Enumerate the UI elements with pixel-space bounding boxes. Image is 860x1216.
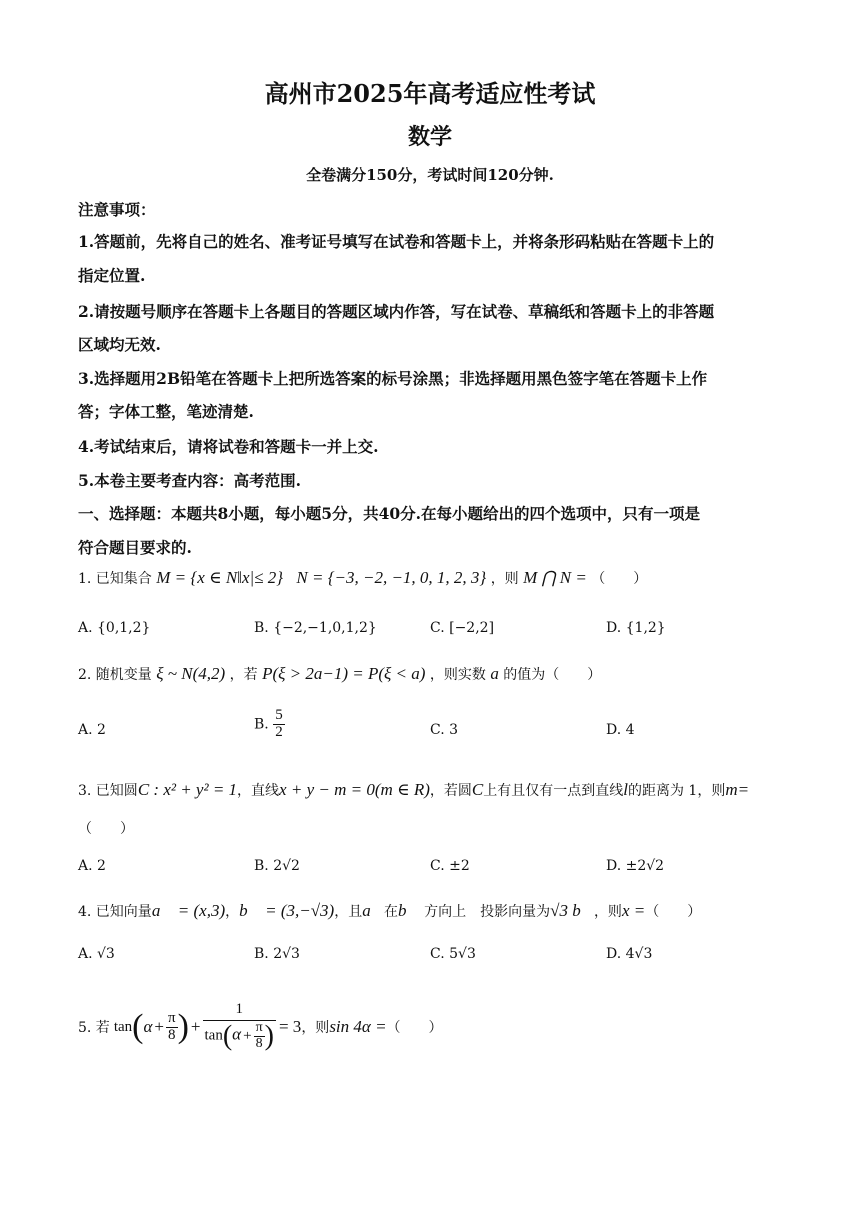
q4-a: a⃗ xyxy=(362,901,384,920)
q5-tan-2: tan xyxy=(204,1027,223,1044)
q3-mid3: 上有且仅有一点到直线 xyxy=(483,783,624,799)
q4-vec-b: b⃗ = (3,−√3) xyxy=(239,901,335,920)
note-line-1: 1.答题前，先将自己的姓名、准考证号填写在试卷和答题卡上，并将条形码粘贴在答题卡上的 xyxy=(78,232,715,251)
q3-line-eq: x + y − m = 0(m ∈ R) xyxy=(279,780,430,799)
q4-option-a: A. √3 xyxy=(78,946,115,962)
q5-one: 1 xyxy=(203,1002,276,1021)
q5-alpha-2: α xyxy=(232,1024,242,1044)
q1-option-a: A. {0,1,2} xyxy=(78,620,151,636)
q3-mid2: ，若圆 xyxy=(429,783,472,799)
q2-option-d: D. 4 xyxy=(606,722,635,738)
notes-heading: 注意事项： xyxy=(78,200,156,219)
q1-option-d: D. {1,2} xyxy=(606,620,666,636)
q1-prefix: 1. 已知集合 xyxy=(78,571,152,587)
q5-sin-expr: sin 4α = xyxy=(329,1017,387,1036)
q5-paren-close: ) xyxy=(177,1008,189,1045)
q5-prefix: 5. 若 xyxy=(78,1020,110,1036)
q5-alpha-1: α xyxy=(143,1017,153,1036)
q4-vec-a: a⃗ = (x,3) xyxy=(151,901,226,920)
section1-line-1: 一、选择题：本题共8小题，每小题5分，共40分.在每小题给出的四个选项中，只有一项是 xyxy=(78,504,701,523)
q1-expr: M ⋂ N = xyxy=(523,568,587,587)
q4-dir: 方向上 投影向量为 xyxy=(424,904,551,920)
q2-option-b xyxy=(254,708,285,741)
q4-prefix: 4. 已知向量 xyxy=(78,904,152,920)
q5-pi-fraction-1 xyxy=(166,1011,178,1044)
q1-option-b: B. {−2,−1,0,1,2} xyxy=(254,620,377,636)
q5-eq3: = 3 xyxy=(278,1017,302,1036)
q4-b: b⃗ xyxy=(397,901,420,920)
q5-pi-2: π xyxy=(255,1020,263,1036)
q3-var-m: m= xyxy=(725,780,750,799)
q5-plus-1: + xyxy=(154,1017,164,1036)
q3-mid: ，直线 xyxy=(237,783,280,799)
q4-option-b: B. 2√3 xyxy=(254,946,300,962)
q2-option-b-fraction xyxy=(273,708,285,741)
question-4-stem xyxy=(78,901,701,921)
exam-title: 高州市2025年高考适应性考试 xyxy=(264,79,596,108)
question-3-stem xyxy=(78,780,749,800)
note-line-7: 4.考试结束后，请将试卷和答题卡一并上交. xyxy=(78,437,379,456)
q3-prefix: 3. 已知圆 xyxy=(78,783,138,799)
q4-blank: （ ） xyxy=(645,904,702,920)
q4-sep: ， xyxy=(225,904,240,920)
q2-prefix: 2. 随机变量 xyxy=(78,667,152,683)
q1-option-c: C. [−2,2] xyxy=(430,620,495,636)
q4-option-d: D. 4√3 xyxy=(606,946,653,962)
q3-option-c: C. ±2 xyxy=(430,858,470,874)
note-line-8: 5.本卷主要考查内容：高考范围. xyxy=(78,471,302,490)
q3-blank: （ ） xyxy=(78,821,134,837)
q2-var: a xyxy=(490,664,499,683)
q5-eight-1: 8 xyxy=(168,1026,176,1043)
q5-paren-close-2: ) xyxy=(264,1020,274,1052)
section1-line-2: 符合题目要求的. xyxy=(78,538,192,557)
q3-option-d: D. ±2√2 xyxy=(606,858,665,874)
q2-end: 的值为（ ） xyxy=(503,667,602,683)
q4-end: ，则 xyxy=(593,904,622,920)
q5-blank: （ ） xyxy=(386,1020,443,1036)
question-1-stem xyxy=(78,568,647,588)
note-line-4: 区域均无效. xyxy=(78,335,161,354)
q5-paren-open: ( xyxy=(132,1008,144,1045)
q4-option-c: C. 5√3 xyxy=(430,946,476,962)
q4-zai: 在 xyxy=(383,904,398,920)
q3-option-a: A. 2 xyxy=(78,858,106,874)
q5-pi-fraction-2 xyxy=(254,1021,265,1051)
score-time-info: 全卷满分150分，考试时间120分钟. xyxy=(306,166,554,184)
q2-option-b-label: B. xyxy=(254,716,269,733)
q1-set-n: N = {−3, −2, −1, 0, 1, 2, 3} xyxy=(296,568,487,587)
note-line-3: 2.请按题号顺序在答题卡上各题目的答题区域内作答，写在试卷、草稿纸和答题卡上的非答题 xyxy=(78,302,715,321)
q2-option-b-num: 5 xyxy=(275,707,283,723)
q5-end: ，则 xyxy=(301,1020,330,1036)
q5-reciprocal-den xyxy=(203,1021,276,1051)
q1-mid: ，则 xyxy=(490,571,519,587)
q2-expr1: ξ ~ N(4,2) xyxy=(156,664,226,683)
q3-mid4: 的距离为 1，则 xyxy=(627,783,726,799)
note-line-2: 指定位置. xyxy=(78,266,146,285)
q1-blank: （ ） xyxy=(591,571,648,587)
q5-plus-2: + xyxy=(190,1017,201,1036)
q4-mid: ，且 xyxy=(334,904,363,920)
q2-expr2: P(ξ > 2a−1) = P(ξ < a) xyxy=(262,664,426,683)
question-5-stem xyxy=(78,992,443,1062)
question-2-stem xyxy=(78,664,601,684)
q5-eight-2: 8 xyxy=(255,1035,263,1051)
q4-var-x: x = xyxy=(621,901,646,920)
note-line-5: 3.选择题用2B铅笔在答题卡上把所选答案的标号涂黑；非选择题用黑色签字笔在答题卡上作 xyxy=(78,369,708,388)
q5-plus-3: + xyxy=(243,1027,252,1044)
q2-option-a: A. 2 xyxy=(78,722,106,738)
q2-mid: ，若 xyxy=(229,667,258,683)
q3-circle: C : x² + y² = 1 xyxy=(137,780,238,799)
exam-subject: 数学 xyxy=(407,124,452,150)
q5-reciprocal-fraction xyxy=(203,1002,276,1051)
q3-var-c: C xyxy=(471,780,484,799)
q3-var-l: l xyxy=(623,780,628,799)
q2-option-b-den: 2 xyxy=(275,723,283,740)
note-line-6: 答；字体工整，笔迹清楚. xyxy=(78,402,254,421)
q2-suffix: ，则实数 xyxy=(429,667,486,683)
q1-set-m: M = {x ∈ N‖x|≤ 2} xyxy=(156,568,284,587)
q5-pi-1: π xyxy=(168,1009,176,1026)
q5-tan-1: tan xyxy=(113,1018,133,1035)
q3-option-b: B. 2√2 xyxy=(254,858,300,874)
q4-proj: √3 b⃗ xyxy=(550,901,594,920)
q2-option-c: C. 3 xyxy=(430,722,459,738)
q5-paren-open-2: ( xyxy=(222,1020,233,1052)
